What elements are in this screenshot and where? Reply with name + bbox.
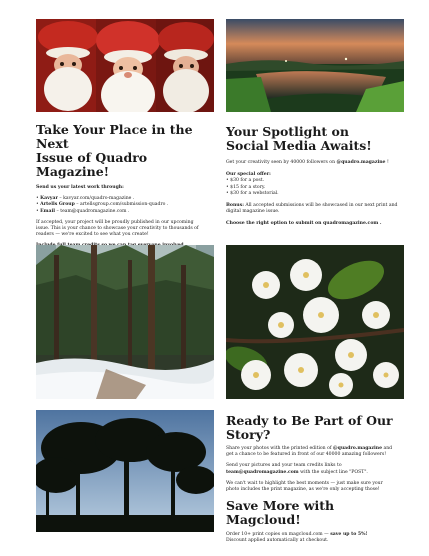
story-p1: Share your photos with the printed edition of @quadro.magazine and get a chance to be featured in front of our 40000 amazing followers! [226,446,393,458]
link-artells[interactable]: • Artells Group – artellsgroup.com/submission-quadro . [36,202,169,208]
magcloud-title: Save More with Magcloud! [226,498,335,527]
magcloud-body: Order 10+ print copies on magcloud.com — save up to 5%! Discount applied automatically at checkout. [226,532,368,544]
magcloud-section [226,499,406,544]
story-section [226,414,406,493]
social-title [226,125,406,153]
link-email[interactable]: • Email – team@quadromagazine.com . [36,208,130,214]
snowy-forest-photo [36,245,214,399]
social-title-line1: Your Spotlight on [226,124,349,139]
link-kavyar[interactable]: • Kavyar – kavyar.com/quadro-magazine . [36,196,135,202]
night-lake-photo [226,19,404,112]
social-section [226,125,406,228]
story-title: Ready to Be Part of Our Story? [226,413,393,442]
offer-list: • $30 for a post. • $15 for a story. • $30 for a webstorial. [226,178,279,196]
submission-title-line2: Issue of Quadro Magazine! [36,150,148,179]
cherry-blossom-photo [226,245,404,399]
submission-title-line1: Take Your Place in the Next [36,122,193,151]
bonus-text: Bonus: All accepted submissions will be showcased in our next print and digital magazine issue. [226,203,398,215]
story-email-link[interactable]: team@quadromagazine.com [226,469,299,475]
story-p2: Send your pictures and your team credits links to team@quadromagazine.com with the subject line "POST". [226,463,368,475]
social-intro: Get your creativity seen by 40000 followers on @quadro.magazine ! [226,160,389,165]
submission-title [36,123,222,179]
offer-heading: Our special offer: [226,172,271,178]
submission-links [36,196,222,215]
submission-intro: Send us your latest work through: [36,185,124,190]
santa-photo [36,19,214,112]
social-cta[interactable]: Choose the right option to submit on quadromagazine.com . [226,221,382,227]
submission-section [36,123,222,250]
social-title-line2: Social Media Awaits! [226,138,372,153]
submission-body: If accepted, your project will be proudly published in our upcoming issue. This is your chance to showcase your creativity to thousands of readers — we're excited to see what you create! [36,219,199,238]
tree-silhouette-photo [36,410,214,532]
story-p3: We can't wait to highlight the best moments — just make sure your photo includes the print magazine, as we're only accepting those! [226,480,383,493]
